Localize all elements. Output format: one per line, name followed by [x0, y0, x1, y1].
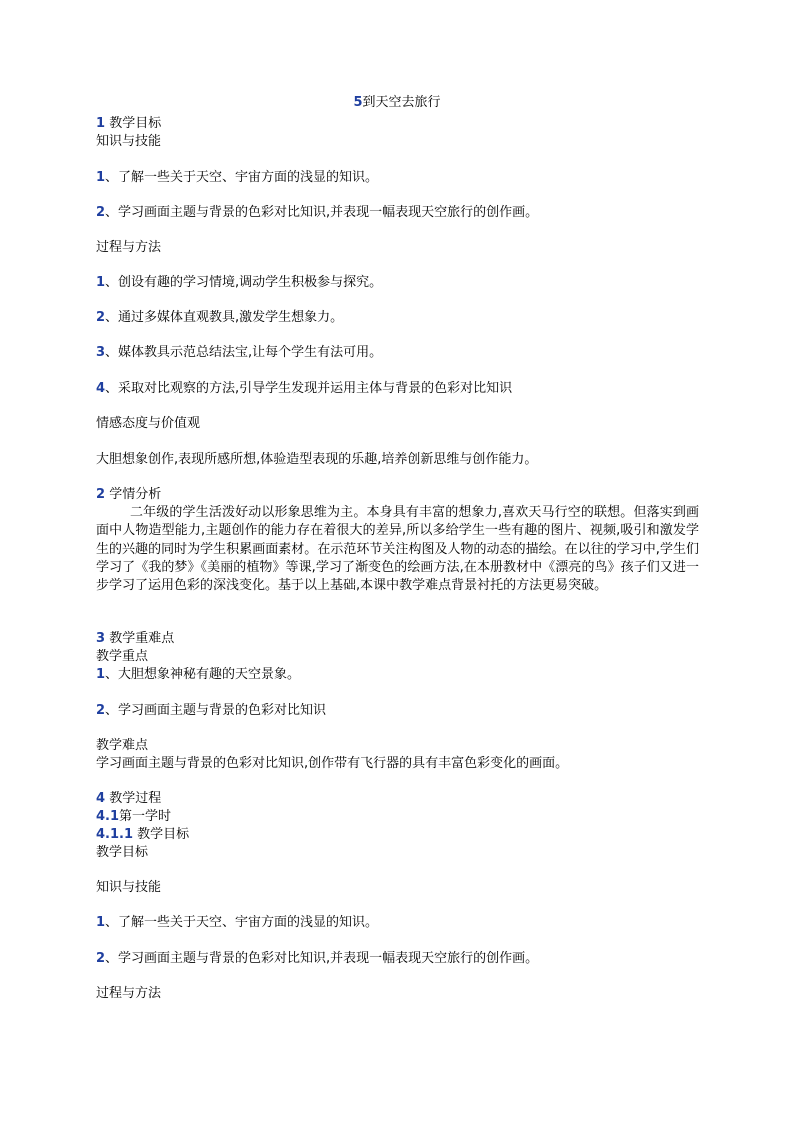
section-3-subheading-focus: 教学重点	[96, 649, 149, 664]
knowledge-item-1: 1、了解一些关于天空、宇宙方面的浅显的知识。	[96, 170, 379, 185]
process-item-3: 3、媒体教具示范总结法宝,让每个学生有法可用。	[96, 345, 383, 360]
section-4-goal-label: 教学目标	[96, 845, 149, 860]
process-item-4: 4、采取对比观察的方法,引导学生发现并运用主体与背景的色彩对比知识	[96, 381, 513, 396]
section-2-heading: 2 学情分析	[96, 487, 162, 502]
learner-analysis-paragraph: 二年级的学生活泼好动以形象思维为主。本身具有丰富的想象力,喜欢天马行空的联想。但落实到画面中人物造型能力,主题创作的能力存在着很大的差异,所以多给学生一些有趣的图片、视频,吸引和激发学生的兴趣的同时为学生积累画面素材。在示范环节关注构图及人物的动态的描绘。在以往的学习中,学生们学习了《我的梦》《美丽的植物》等课,学习了渐变色的绘画方法,在本册教材中《漂亮的鸟》孩子们又进一步学习了运用色彩的深浅变化。基于以上基础,本课中教学难点背景衬托的方法更易突破。	[96, 505, 699, 594]
document-title	[0, 94, 794, 112]
section-4-1-heading: 4.1第一学时	[96, 809, 172, 824]
process-item-2: 2、通过多媒体直观教具,激发学生想象力。	[96, 310, 344, 325]
section-4-heading: 4 教学过程	[96, 791, 162, 806]
section-1-subheading-values: 情感态度与价值观	[96, 416, 201, 431]
section-3-subheading-difficulty: 教学难点	[96, 738, 149, 753]
difficulty-item: 学习画面主题与背景的色彩对比知识,创作带有飞行器的具有丰富色彩变化的画面。	[96, 756, 569, 771]
section-1-heading: 1 教学目标	[96, 116, 162, 131]
section-4-subheading-knowledge: 知识与技能	[96, 880, 162, 895]
section-1-subheading-knowledge: 知识与技能	[96, 134, 162, 149]
focus-item-2: 2、学习画面主题与背景的色彩对比知识	[96, 703, 327, 718]
section-4-knowledge-item-2: 2、学习画面主题与背景的色彩对比知识,并表现一幅表现天空旅行的创作画。	[96, 951, 539, 966]
knowledge-item-2: 2、学习画面主题与背景的色彩对比知识,并表现一幅表现天空旅行的创作画。	[96, 205, 539, 220]
focus-item-1: 1、大胆想象神秘有趣的天空景象。	[96, 667, 301, 682]
title-text: 到天空去旅行	[362, 95, 441, 110]
section-4-1-1-heading: 4.1.1 教学目标	[96, 827, 190, 842]
process-item-1: 1、创设有趣的学习情境,调动学生积极参与探究。	[96, 275, 383, 290]
title-number: 5	[353, 95, 363, 110]
section-4-subheading-process: 过程与方法	[96, 986, 162, 1001]
section-4-knowledge-item-1: 1、了解一些关于天空、宇宙方面的浅显的知识。	[96, 915, 379, 930]
values-item: 大胆想象创作,表现所感所想,体验造型表现的乐趣,培养创新思维与创作能力。	[96, 452, 538, 467]
section-3-heading: 3 教学重难点	[96, 631, 175, 646]
section-1-subheading-process: 过程与方法	[96, 240, 162, 255]
